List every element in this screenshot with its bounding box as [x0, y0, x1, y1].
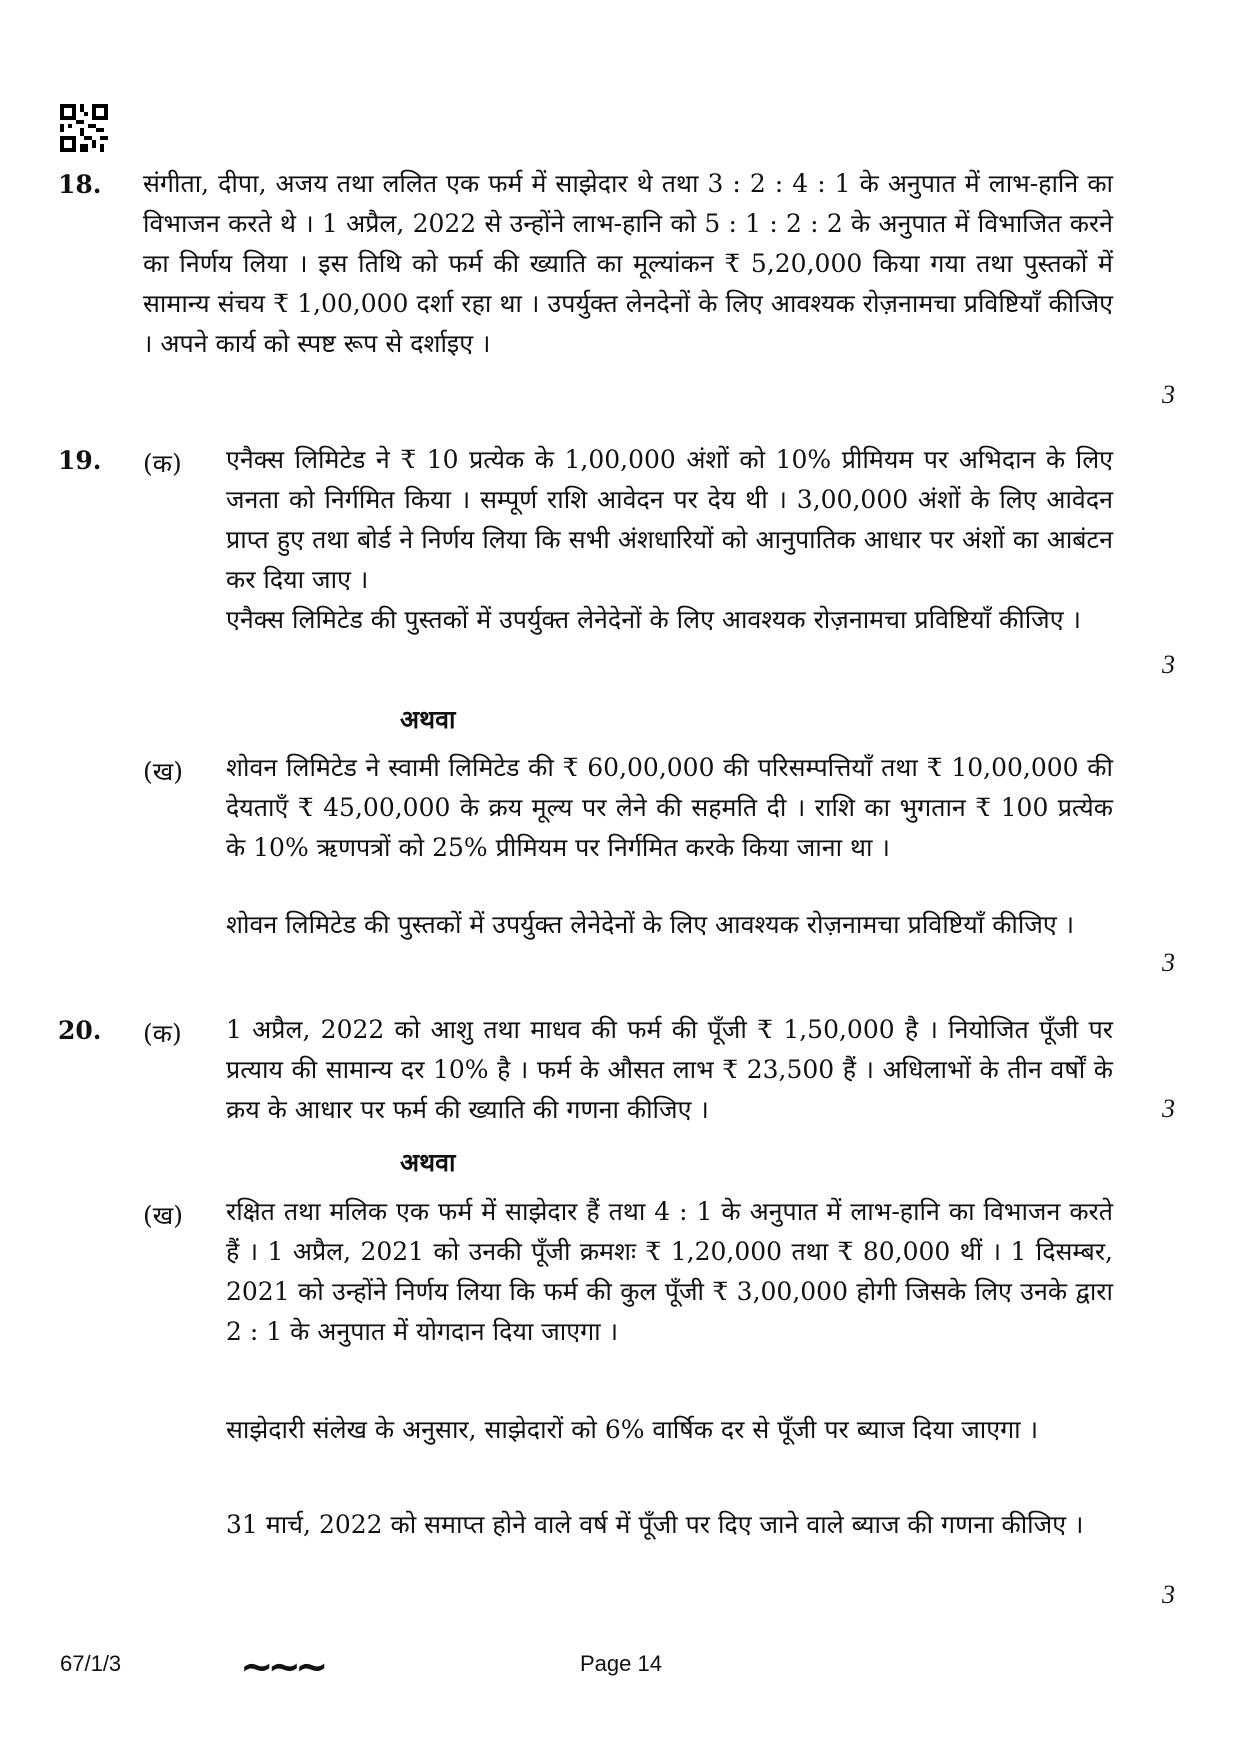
marks: 3 — [1162, 1580, 1175, 1609]
page-number: Page 14 — [580, 1651, 662, 1676]
question-text: 31 मार्च, 2022 को समाप्त होने वाले वर्ष में पूँजी पर दिए जाने वाले ब्याज की गणना कीजिए । — [226, 1510, 1084, 1539]
marks: 3 — [1162, 380, 1175, 409]
sub-question-label: (क) — [143, 1019, 182, 1048]
question-number: 20. — [58, 1016, 102, 1045]
paper-code: 67/1/3 — [60, 1651, 122, 1676]
sub-question-label: (ख) — [143, 757, 183, 786]
question-text: शोवन लिमिटेड ने स्वामी लिमिटेड की ₹ 60,00,000 की परिसम्पत्तियाँ तथा ₹ 10,00,000 की देयताएँ ₹ 45,00,000 के क्रय मूल्य पर लेने की सहमति दी । राशि का भुगतान ₹ 100 प्रत्येक के 10% ऋणपत्रों को 25% प्रीमियम पर निर्गमित करके किया जाना था । — [226, 753, 1113, 862]
sub-question-label: (ख) — [143, 1201, 183, 1230]
question-text: संगीता, दीपा, अजय तथा ललित एक फर्म में साझेदार थे तथा 3 : 2 : 4 : 1 के अनुपात में लाभ-हानि का विभाजन करते थे । 1 अप्रैल, 2022 से उन्होंने लाभ-हानि को 5 : 1 : 2 : 2 के अनुपात में विभाजित करने का निर्णय लिया । इस तिथि को फर्म की ख्याति का मूल्यांकन ₹ 5,20,000 किया गया तथा पुस्तकों में सामान्य संचय ₹ 1,00,000 दर्शा रहा था । उपर्युक्त लेनदेनों के लिए आवश्यक रोज़नामचा प्रविष्टियाँ कीजिए । अपने कार्य को स्पष्ट रूप से दर्शाइए । — [143, 169, 1113, 358]
or-separator: अथवा — [400, 705, 456, 734]
footer-ornament: ~~~ — [240, 1644, 323, 1690]
or-separator: अथवा — [400, 1148, 456, 1177]
marks: 3 — [1162, 1094, 1175, 1123]
marks: 3 — [1162, 948, 1175, 977]
question-number: 19. — [58, 446, 102, 475]
question-text: रक्षित तथा मलिक एक फर्म में साझेदार हैं तथा 4 : 1 के अनुपात में लाभ-हानि का विभाजन करते हैं । 1 अप्रैल, 2021 को उनकी पूँजी क्रमशः ₹ 1,20,000 तथा ₹ 80,000 थीं । 1 दिसम्बर, 2021 को उन्होंने निर्णय लिया कि फर्म की कुल पूँजी ₹ 3,00,000 होगी जिसके लिए उनके द्वारा 2 : 1 के अनुपात में योगदान दिया जाएगा । — [226, 1197, 1113, 1346]
question-text: एनैक्स लिमिटेड की पुस्तकों में उपर्युक्त लेनेदेनों के लिए आवश्यक रोज़नामचा प्रविष्टियाँ कीजिए । — [226, 605, 1081, 634]
question-text: एनैक्स लिमिटेड ने ₹ 10 प्रत्येक के 1,00,000 अंशों को 10% प्रीमियम पर अभिदान के लिए जनता को निर्गमित किया । सम्पूर्ण राशि आवेदन पर देय थी । 3,00,000 अंशों के लिए आवेदन प्राप्त हुए तथा बोर्ड ने निर्णय लिया कि सभी अंशधारियों को आनुपातिक आधार पर अंशों का आबंटन कर दिया जाए । — [226, 445, 1113, 594]
question-text: शोवन लिमिटेड की पुस्तकों में उपर्युक्त लेनेदेनों के लिए आवश्यक रोज़नामचा प्रविष्टियाँ कीजिए । — [226, 910, 1075, 939]
question-number: 18. — [58, 170, 102, 199]
qr-code-icon — [60, 104, 108, 152]
sub-question-label: (क) — [143, 449, 182, 478]
question-text: 1 अप्रैल, 2022 को आशु तथा माधव की फर्म की पूँजी ₹ 1,50,000 है । नियोजित पूँजी पर प्रत्याय की सामान्य दर 10% है । फर्म के औसत लाभ ₹ 23,500 हैं । अधिलाभों के तीन वर्षों के क्रय के आधार पर फर्म की ख्याति की गणना कीजिए । — [226, 1015, 1113, 1124]
question-text: साझेदारी संलेख के अनुसार, साझेदारों को 6% वार्षिक दर से पूँजी पर ब्याज दिया जाएगा । — [226, 1415, 1039, 1444]
marks: 3 — [1162, 650, 1175, 679]
